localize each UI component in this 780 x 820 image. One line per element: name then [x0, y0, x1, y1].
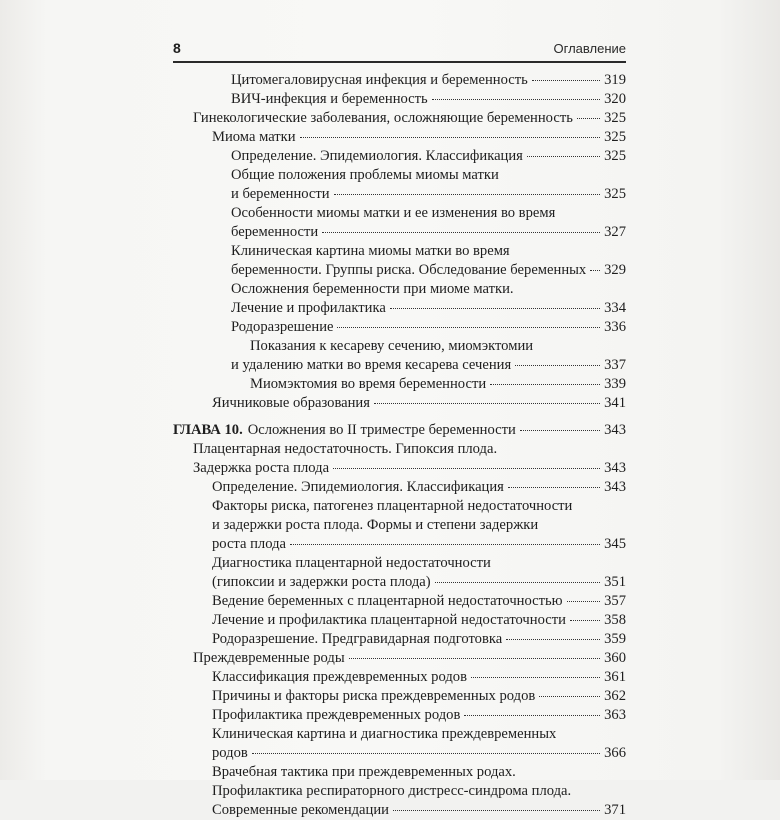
toc-entry-title: Цитомегаловирусная инфекция и беременность — [231, 72, 528, 88]
toc-entry[interactable] — [193, 109, 626, 128]
toc-entry[interactable] — [212, 592, 626, 611]
toc-entry-page: 329 — [604, 262, 626, 278]
dot-leader — [590, 270, 600, 271]
toc-entry[interactable] — [212, 668, 626, 687]
toc-entry-title: Яичниковые образования — [212, 395, 370, 411]
dot-leader — [393, 810, 600, 811]
toc-entry-continued — [212, 554, 626, 573]
toc-entry-page: 361 — [604, 669, 626, 685]
toc-entry-continued — [250, 337, 626, 356]
toc-entry-title: беременности. Группы риска. Обследование беременных — [231, 262, 587, 278]
toc-entry-title: Миомэктомия во время беременности — [250, 376, 487, 392]
dot-leader — [290, 544, 600, 545]
toc-entry-title: Классификация преждевременных родов — [212, 669, 467, 685]
page-header — [173, 40, 626, 60]
toc-entry-continued — [212, 497, 626, 516]
toc-entry-continued — [231, 204, 626, 223]
toc-entry-page: 325 — [604, 110, 626, 126]
toc-entry-title: Диагностика плацентарной недостаточности — [212, 555, 491, 571]
dot-leader — [432, 99, 600, 100]
toc-entry-title: Профилактика преждевременных родов — [212, 707, 461, 723]
dot-leader — [333, 468, 600, 469]
dot-leader — [471, 677, 600, 678]
dot-leader — [490, 384, 600, 385]
toc-entry-page: 334 — [604, 300, 626, 316]
dot-leader — [506, 639, 600, 640]
toc-entry-title: ВИЧ-инфекция и беременность — [231, 91, 428, 107]
toc-entry-continued — [212, 763, 626, 782]
toc-entry[interactable] — [250, 375, 626, 394]
toc-entry[interactable] — [231, 223, 626, 242]
toc-entry-page: 363 — [604, 707, 626, 723]
toc-entry[interactable] — [231, 356, 626, 375]
toc-entry[interactable] — [212, 478, 626, 497]
toc-entry-page: 337 — [604, 357, 626, 373]
toc-entry[interactable] — [212, 128, 626, 147]
toc-entry[interactable] — [212, 630, 626, 649]
dot-leader — [520, 430, 600, 431]
toc-entry-title: Показания к кесареву сечению, миомэктомии — [250, 338, 534, 354]
toc-entry-title: и беременности — [231, 186, 330, 202]
toc-entry-page: 357 — [604, 593, 626, 609]
toc-entry-page: 371 — [604, 802, 626, 818]
toc-entry-title: Определение. Эпидемиология. Классификация — [212, 479, 504, 495]
toc-entry-title: Гинекологические заболевания, осложняющие беременность — [193, 110, 573, 126]
toc-entry-title: Миома матки — [212, 129, 296, 145]
toc-entry[interactable] — [212, 573, 626, 592]
toc-entry-page: 351 — [604, 574, 626, 590]
dot-leader — [508, 487, 600, 488]
toc-entry-page: 362 — [604, 688, 626, 704]
toc-entry-page: 339 — [604, 376, 626, 392]
dot-leader — [337, 327, 600, 328]
toc-entry-page: 327 — [604, 224, 626, 240]
toc-entry-page: 325 — [604, 186, 626, 202]
toc-entry-title: Плацентарная недостаточность. Гипоксия плода. — [193, 441, 498, 457]
toc-entry-page: 366 — [604, 745, 626, 761]
toc-entry-title: Факторы риска, патогенез плацентарной недостаточности — [212, 498, 573, 514]
toc-entry-page: 341 — [604, 395, 626, 411]
toc-entry-title: Общие положения проблемы миомы матки — [231, 167, 499, 183]
dot-leader — [527, 156, 600, 157]
toc-entry-page: 343 — [604, 460, 626, 476]
toc-entry-title: Клиническая картина и диагностика преждевременных — [212, 726, 557, 742]
dot-leader — [300, 137, 601, 138]
dot-leader — [577, 118, 600, 119]
toc-entry-page: 319 — [604, 72, 626, 88]
dot-leader — [567, 601, 601, 602]
toc-entry[interactable] — [212, 687, 626, 706]
toc-entry-title: роста плода — [212, 536, 286, 552]
toc-entry-title: Лечение и профилактика плацентарной недостаточности — [212, 612, 566, 628]
toc-entry[interactable] — [231, 318, 626, 337]
dot-leader — [515, 365, 600, 366]
toc-chapter-entry[interactable] — [173, 421, 626, 440]
toc-entry-page: 325 — [604, 129, 626, 145]
toc-entry-title: Родоразрешение. Предгравидарная подготовка — [212, 631, 503, 647]
toc-entry[interactable] — [212, 394, 626, 413]
toc-entry[interactable] — [231, 71, 626, 90]
running-title: Оглавление — [553, 41, 626, 56]
header-rule — [173, 61, 626, 63]
toc-entry-title: Врачебная тактика при преждевременных родах. — [212, 764, 516, 780]
toc-entry[interactable] — [212, 744, 626, 763]
toc-entry-continued — [212, 725, 626, 744]
dot-leader — [374, 403, 600, 404]
toc-entry-title: и задержки роста плода. Формы и степени задержки — [212, 517, 539, 533]
toc-entry[interactable] — [212, 706, 626, 725]
toc-entry[interactable] — [231, 90, 626, 109]
toc-entry[interactable] — [231, 185, 626, 204]
toc-entry-page: 343 — [604, 422, 626, 438]
toc-entry-title: Осложнения беременности при миоме матки. — [231, 281, 514, 297]
dot-leader — [349, 658, 600, 659]
toc-entry[interactable] — [231, 147, 626, 166]
dot-leader — [464, 715, 600, 716]
page-number: 8 — [173, 40, 181, 56]
toc-entry-title: беременности — [231, 224, 319, 240]
dot-leader — [570, 620, 600, 621]
toc-entry-page: 345 — [604, 536, 626, 552]
toc-entry[interactable] — [212, 801, 626, 820]
dot-leader — [334, 194, 601, 195]
toc-entry-continued — [212, 782, 626, 801]
dot-leader — [435, 582, 600, 583]
toc-entry-continued — [193, 440, 626, 459]
toc-entry[interactable] — [231, 299, 626, 318]
toc-entry-title: Задержка роста плода — [193, 460, 330, 476]
toc-entry-page: 358 — [604, 612, 626, 628]
chapter-label: ГЛАВА 10. — [173, 422, 243, 438]
toc-entry[interactable] — [212, 611, 626, 630]
toc-entry-continued — [231, 242, 626, 261]
toc-entry-title: Ведение беременных с плацентарной недостаточностью — [212, 593, 563, 609]
toc-entry-page: 360 — [604, 650, 626, 666]
toc-entry-continued — [231, 280, 626, 299]
toc-entry-title: Родоразрешение — [231, 319, 334, 335]
dot-leader — [322, 232, 600, 233]
toc-entry-title: Преждевременные роды — [193, 650, 345, 666]
toc-entry-title: Лечение и профилактика — [231, 300, 386, 316]
toc-entry-page: 336 — [604, 319, 626, 335]
toc-entry-title: Особенности миомы матки и ее изменения во время — [231, 205, 556, 221]
toc-entry[interactable] — [193, 649, 626, 668]
toc-entry-page: 343 — [604, 479, 626, 495]
dot-leader — [532, 80, 600, 81]
toc-entry[interactable] — [212, 535, 626, 554]
toc-entry-title: родов — [212, 745, 248, 761]
toc-entry[interactable] — [231, 261, 626, 280]
toc-entry-title: (гипоксии и задержки роста плода) — [212, 574, 431, 590]
toc-entry-page: 320 — [604, 91, 626, 107]
toc-entry-title: и удалению матки во время кесарева сечения — [231, 357, 512, 373]
toc-entry-title: Причины и факторы риска преждевременных родов — [212, 688, 536, 704]
toc-entry-title: Современные рекомендации — [212, 802, 389, 818]
toc-entry-page: 325 — [604, 148, 626, 164]
toc-entry-title: Осложнения во II триместре беременности — [247, 422, 516, 438]
toc-entry-page: 359 — [604, 631, 626, 647]
toc-entry-title: Профилактика респираторного дистресс-синдрома плода. — [212, 783, 572, 799]
toc-entry-title: Клиническая картина миомы матки во время — [231, 243, 510, 259]
toc-entry-continued — [212, 516, 626, 535]
toc-entry[interactable] — [193, 459, 626, 478]
dot-leader — [252, 753, 600, 754]
toc-entry-title: Определение. Эпидемиология. Классификация — [231, 148, 523, 164]
toc-entry-continued — [231, 166, 626, 185]
dot-leader — [390, 308, 600, 309]
dot-leader — [539, 696, 600, 697]
